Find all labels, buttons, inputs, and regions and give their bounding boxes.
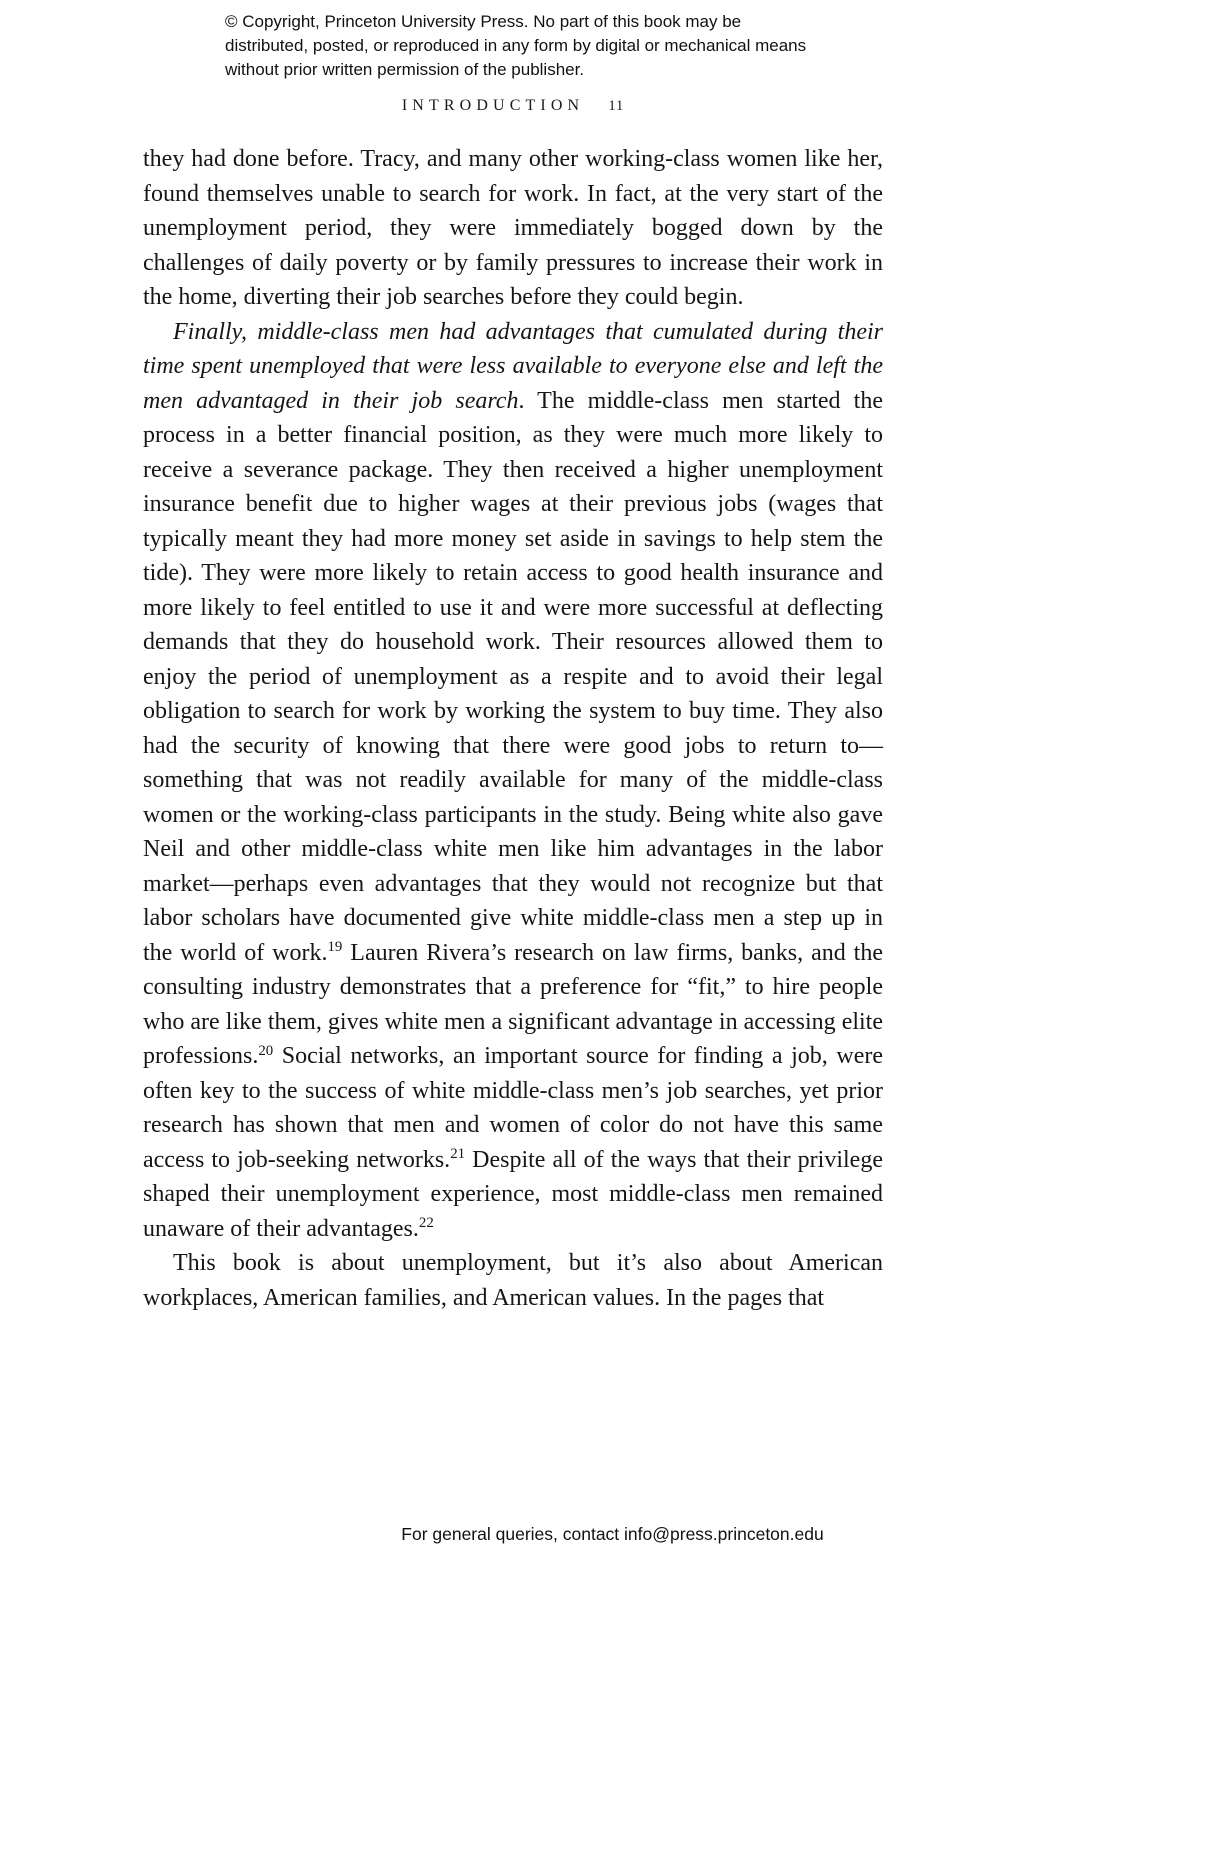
- paragraph: [143, 1246, 883, 1315]
- body-text: [143, 142, 883, 1315]
- text-segment: Despite all of the ways that their privilege shaped their unemployment experience, most middle-class men remained unaware of their advantages.: [143, 1146, 883, 1242]
- footnote-reference: 20: [258, 1042, 274, 1059]
- copyright-notice: © Copyright, Princeton University Press. No part of this book may be distributed, posted, or reproduced in any form by digital or mechanical means without prior written permission of the publisher.: [225, 12, 807, 80]
- text-segment: . The middle-class men started the process in a better financial position, as they were much more likely to receive a severance package. They then received a higher unemployment insurance benefit due to higher wages at their previous jobs (wages that typically meant they had more money set aside in savings to help stem the tide). They were more likely to retain access to good health insurance and more likely to feel entitled to use it and were more successful at deflecting demands that they do household work. Their resources allowed them to enjoy the period of unemployment as a respite and to avoid their legal obligation to search for work by working the system to buy time. They also had the security of knowing that there were good jobs to return to—something that was not readily available for many of the middle-class women or the working-class participants in the study. Being white also gave Neil and other middle-class white men like him advantages in the labor market—perhaps even advantages that they would not recognize but that labor scholars have documented give white middle-class men a step up in the world of work.: [143, 387, 884, 966]
- footnote-reference: 19: [327, 939, 343, 956]
- footnote-reference: 21: [450, 1146, 466, 1163]
- text-segment: Finally, middle-class men had advantages that cumulated during their time spent unemployed that were less available to everyone else and left the men advantaged in their job search: [143, 318, 883, 414]
- text-segment: Lauren Rivera’s research on law firms, banks, and the consulting industry demonstrates that a preference for “fit,” to hire people who are like them, gives white men a significant advantage in accessing elite professions.: [143, 939, 883, 1069]
- text-segment: they had done before. Tracy, and many other working-class women like her, found themselves unable to search for work. In fact, at the very start of the unemployment period, they were immediately bogged down by the challenges of daily poverty or by family pressures to increase their work in the home, diverting their job searches before they could begin.: [143, 146, 883, 310]
- running-header: [143, 97, 883, 115]
- footer-queries: For general queries, contact info@press.princeton.edu: [401, 1524, 824, 1544]
- paragraph: [143, 315, 883, 1247]
- chapter-title: INTRODUCTION: [401, 97, 585, 114]
- paragraph: [143, 142, 883, 315]
- page-number: 11: [608, 98, 625, 114]
- footnote-reference: 22: [418, 1215, 434, 1232]
- text-segment: Social networks, an important source for finding a job, were often key to the success of white middle-class men’s job searches, yet prior research has shown that men and women of color do not have this same access to job-seeking networks.: [143, 1043, 883, 1173]
- text-segment: This book is about unemployment, but it’s also about American workplaces, American families, and American values. In the pages that: [143, 1250, 883, 1311]
